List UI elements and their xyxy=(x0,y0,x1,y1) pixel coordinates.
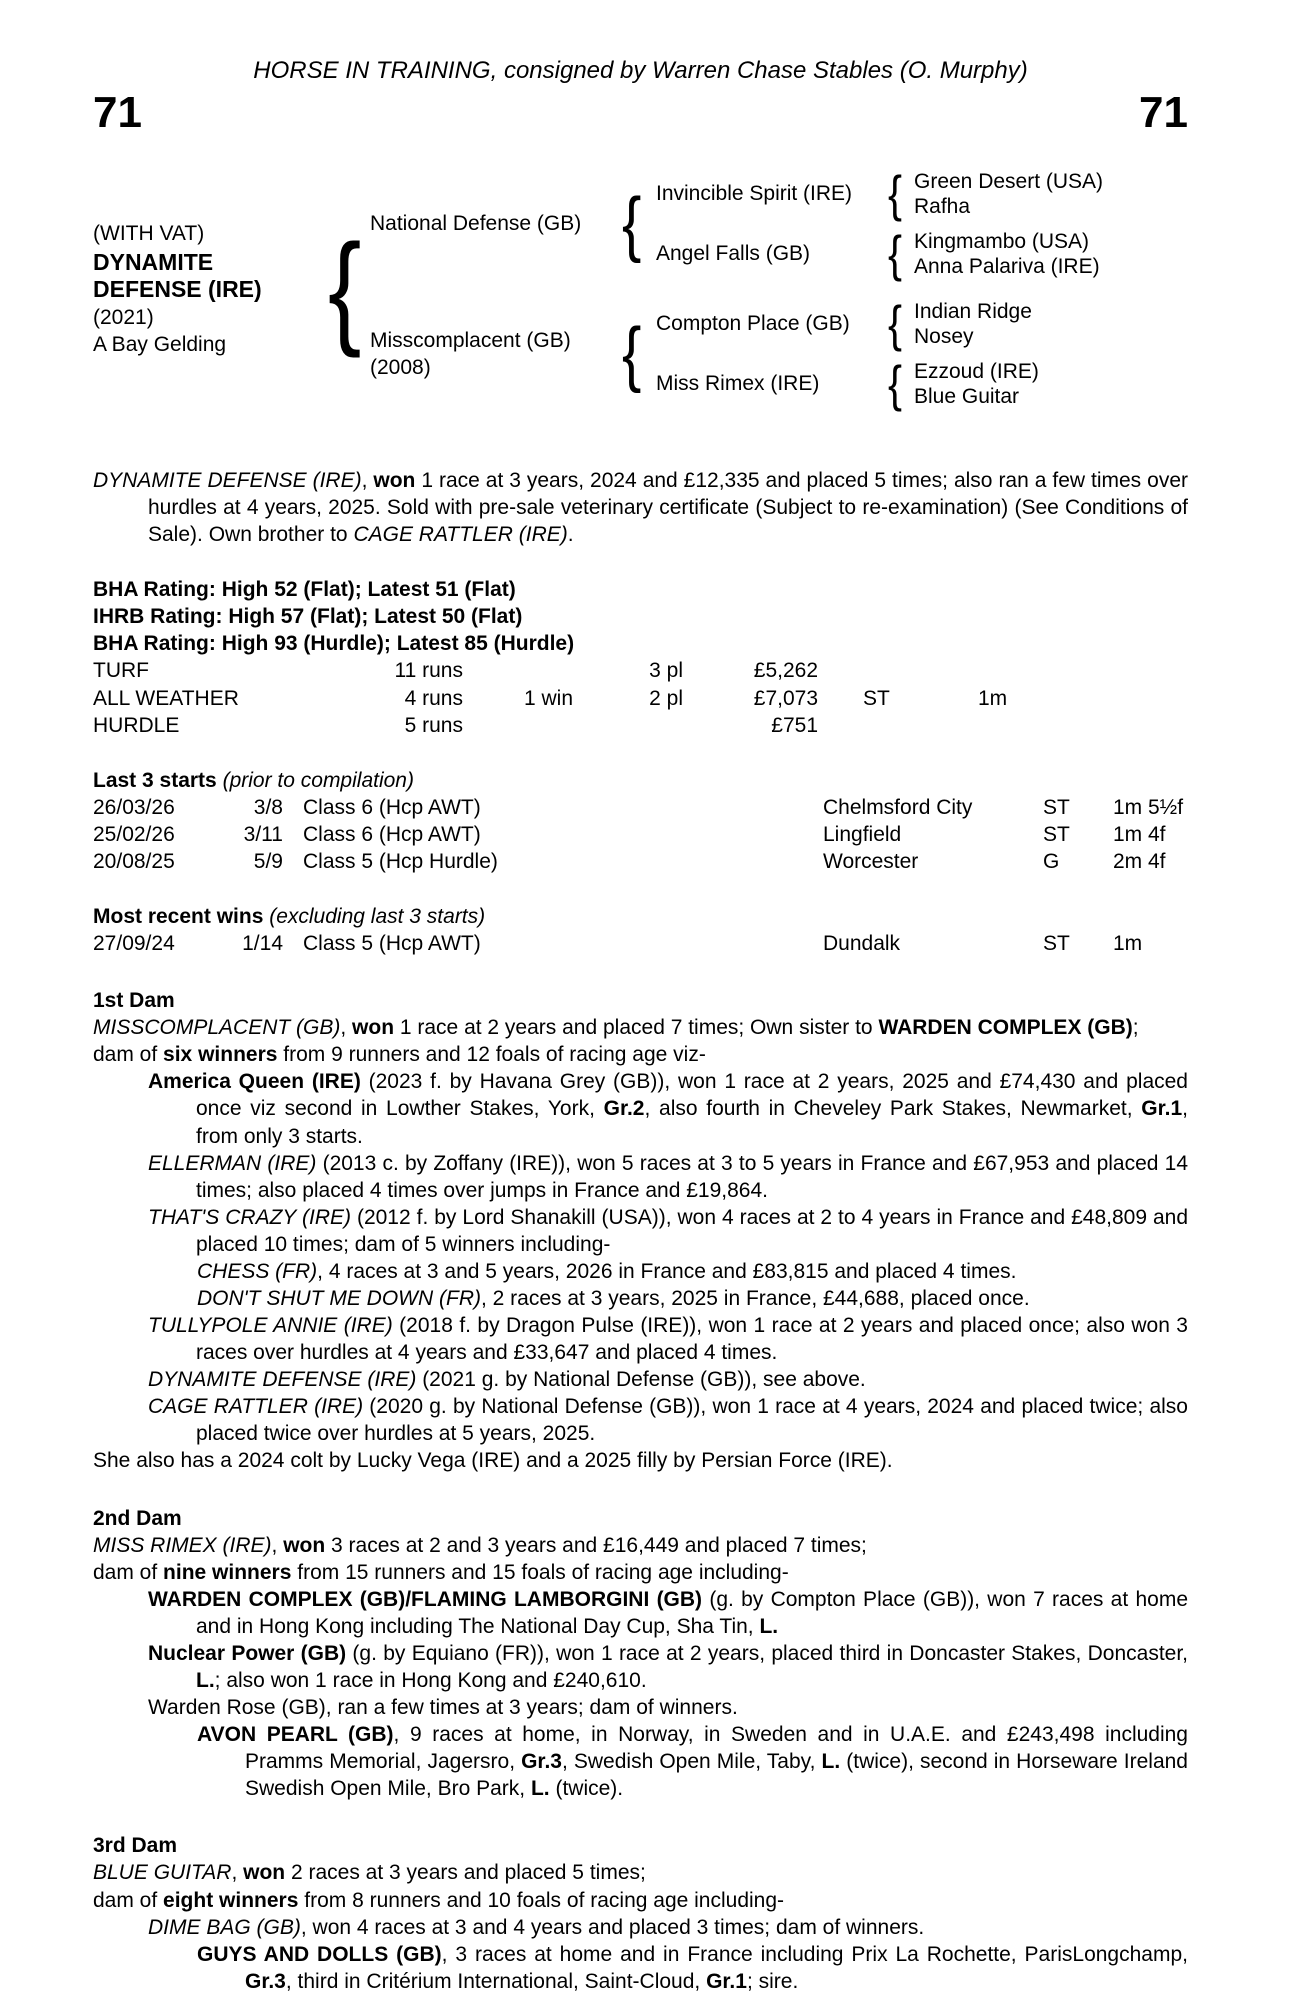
class-cell: Class 5 (Hcp Hurdle) xyxy=(303,849,498,873)
dam-section-title: 3rd Dam xyxy=(93,1834,178,1858)
date-cell: 27/09/24 xyxy=(93,932,175,956)
distance-cell: 1m 5½f xyxy=(1113,795,1184,819)
race-record-row xyxy=(93,657,1188,684)
dam-name-text: Misscomplacent (GB) xyxy=(370,328,571,352)
sire-name: National Defense (GB) xyxy=(370,212,582,236)
dam-footer-line: She also has a 2024 colt by Lucky Vega (IRE) and a 2025 filly by Persian Force (IRE). xyxy=(93,1449,893,1473)
progeny-entry: Warden Rose (GB), ran a few times at 3 years; dam of winners. xyxy=(148,1696,738,1720)
dam-produce-line: dam of nine winners from 15 runners and 15 foals of racing age including- xyxy=(93,1560,789,1584)
going-cell: ST xyxy=(1043,932,1070,956)
going-cell: ST xyxy=(1043,822,1070,846)
dam-produce-line: dam of six winners from 9 runners and 12 foals of racing age viz- xyxy=(93,1043,706,1067)
places-cell: 2 pl xyxy=(649,686,683,710)
money-cell: £7,073 xyxy=(753,686,818,710)
distance-cell xyxy=(933,712,978,739)
vat-note: (WITH VAT) xyxy=(93,222,205,246)
section-note: (prior to compilation) xyxy=(222,768,414,792)
start-row xyxy=(93,794,1188,821)
progeny-entry: TULLYPOLE ANNIE (IRE) (2018 f. by Dragon Pulse (IRE)), won 1 race at 2 years and placed once; also won 3 races over hurdles at 4 years and £33,647 and placed 4 times. xyxy=(148,1314,1188,1365)
progeny-entry: DYNAMITE DEFENSE (IRE) (2021 g. by National Defense (GB)), see above. xyxy=(148,1368,866,1392)
paternal-granddam-name: Angel Falls (GB) xyxy=(656,242,811,266)
runs-cell: 11 runs xyxy=(394,659,463,683)
win-row xyxy=(93,930,1188,957)
wins-cell: 1 win xyxy=(523,686,573,710)
last-starts-heading xyxy=(93,767,1188,794)
second-dam-section xyxy=(93,1505,1188,1803)
position-cell: 1/14 xyxy=(242,932,283,956)
runs-cell: 5 runs xyxy=(404,713,463,737)
ratings-block xyxy=(93,576,1188,657)
ancestor-name: Green Desert (USA) xyxy=(914,169,1104,193)
rating-line: BHA Rating: High 93 (Hurdle); Latest 85 (Hurdle) xyxy=(93,632,575,656)
pedigree-table: (WITH VAT) DYNAMITE DEFENSE (IRE) (2021) A Bay Gelding { National Defense (GB) { Invincible Spirit (IRE) { Green Desert (USA) Rafha Angel Falls (GB) { Kingmambo (USA) Anna Palariva (IRE) Misscomplacent (GB) (2008) { Compton Place (GB) { Indian Ridge Nosey Miss Rimex (IRE) { Ezzoud (IRE) Blue Guitar xyxy=(93,165,1104,412)
section-title: Last 3 starts xyxy=(93,768,217,792)
ancestor-name: Indian Ridge xyxy=(914,299,1032,323)
summary-paragraph: DYNAMITE DEFENSE (IRE), won 1 race at 3 years, 2024 and £12,335 and placed 5 times; also ran a few times over hurdles at 4 years, 2025. Sold with pre-sale veterinary certificate (Subject to re-examination) (See Conditions of Sale). Own brother to CAGE RATTLER (IRE). xyxy=(93,468,1188,547)
paternal-granddam-family: Angel Falls (GB) { Kingmambo (USA) Anna Palariva (IRE) xyxy=(656,225,1100,282)
ancestor-name: Ezzoud (IRE) xyxy=(914,359,1039,383)
horse-year: (2021) xyxy=(93,305,154,329)
wins-cell xyxy=(463,712,573,739)
section-note: (excluding last 3 starts) xyxy=(269,904,486,928)
first-dam-section xyxy=(93,987,1188,1474)
position-cell: 5/9 xyxy=(253,849,283,873)
money-cell: £5,262 xyxy=(753,659,818,683)
course-cell: Lingfield xyxy=(823,822,902,846)
ancestor-name: Blue Guitar xyxy=(914,384,1020,408)
rating-line: BHA Rating: High 52 (Flat); Latest 51 (Flat) xyxy=(93,578,516,602)
distance-cell: 2m 4f xyxy=(1113,849,1166,873)
maternal-grandsire-name: Compton Place (GB) xyxy=(656,312,850,336)
last-starts-section xyxy=(93,767,1188,875)
distance-cell: 1m xyxy=(978,686,1008,710)
page-title: HORSE IN TRAINING, consigned by Warren Chase Stables (O. Murphy) xyxy=(253,57,1028,84)
dam-year: (2008) xyxy=(370,355,431,379)
date-cell: 20/08/25 xyxy=(93,849,175,873)
going-cell: G xyxy=(1043,849,1060,873)
going-cell: ST xyxy=(1043,795,1070,819)
going-cell xyxy=(818,712,933,739)
progeny-entry: CAGE RATTLER (IRE) (2020 g. by National Defense (GB)), won 1 race at 4 years, 2024 and placed twice; also placed twice over hurdles at 5 years, 2025. xyxy=(148,1395,1188,1446)
course-cell: Chelmsford City xyxy=(823,795,973,819)
date-cell: 26/03/26 xyxy=(93,795,175,819)
horse-sex: A Bay Gelding xyxy=(93,332,227,356)
surface-cell: TURF xyxy=(93,659,149,683)
distance-cell: 1m 4f xyxy=(1113,822,1166,846)
race-record-row xyxy=(93,712,1188,739)
recent-wins-heading xyxy=(93,903,1188,930)
dam-section-title: 2nd Dam xyxy=(93,1506,182,1530)
dam-name xyxy=(370,327,622,381)
third-dam-section xyxy=(93,1832,1188,1994)
going-cell xyxy=(818,657,933,684)
maternal-granddam-family: Miss Rimex (IRE) { Ezzoud (IRE) Blue Guitar xyxy=(656,355,1039,412)
race-record-table xyxy=(93,657,1188,738)
race-record-row xyxy=(93,685,1188,712)
recent-wins-section xyxy=(93,903,1188,957)
ancestor-name: Rafha xyxy=(914,194,971,218)
going-cell: ST xyxy=(863,686,890,710)
money-cell: £751 xyxy=(771,713,818,737)
distance-cell: 1m xyxy=(1113,932,1143,956)
surface-cell: ALL WEATHER xyxy=(93,686,239,710)
progeny-entry: WARDEN COMPLEX (GB)/FLAMING LAMBORGINI (GB) (g. by Compton Place (GB)), won 7 races at home and in Hong Kong including The National Day Cup, Sha Tin, L. xyxy=(148,1587,1188,1638)
progeny-entry: CHESS (FR), 4 races at 3 and 5 years, 2026 in France and £83,815 and placed 4 times. xyxy=(197,1259,1017,1283)
progeny-entry: GUYS AND DOLLS (GB), 3 races at home and in France including Prix La Rochette, ParisLongchamp, Gr.3, third in Critérium International, Saint-Cloud, Gr.1; sire. xyxy=(197,1942,1188,1993)
horse-identity-block xyxy=(93,220,328,357)
start-row xyxy=(93,821,1188,848)
start-row xyxy=(93,848,1188,875)
progeny-entry: America Queen (IRE) (2023 f. by Havana Grey (GB)), won 1 race at 2 years, 2025 and £74,430 and placed once viz second in Lowther Stakes, York, Gr.2, also fourth in Cheveley Park Stakes, Newmarket, Gr.1, from only 3 starts. xyxy=(148,1070,1188,1148)
dam-section-title: 1st Dam xyxy=(93,989,175,1013)
sire-family: National Defense (GB) { Invincible Spirit (IRE) { Green Desert (USA) Rafha Angel Falls (GB) { Kingmambo (USA) Anna Palariva (IRE) xyxy=(370,165,1104,282)
wins-cell xyxy=(463,657,573,684)
course-cell: Worcester xyxy=(823,849,919,873)
section-title: Most recent wins xyxy=(93,904,264,928)
runs-cell: 4 runs xyxy=(404,686,463,710)
position-cell: 3/8 xyxy=(253,795,283,819)
lot-number-right: 71 xyxy=(1139,87,1188,137)
lot-number-row xyxy=(93,87,1188,137)
dam-family: Misscomplacent (GB) (2008) { Compton Place (GB) { Indian Ridge Nosey Miss Rimex (IRE) { Ezzoud (IRE) Blue Guitar xyxy=(370,295,1039,412)
class-cell: Class 5 (Hcp AWT) xyxy=(303,932,481,956)
horse-name: DYNAMITE DEFENSE (IRE) xyxy=(93,249,262,303)
date-cell: 25/02/26 xyxy=(93,822,175,846)
dam-intro-paragraph: MISS RIMEX (IRE), won 3 races at 2 and 3 years and £16,449 and placed 7 times; xyxy=(93,1533,867,1557)
places-cell xyxy=(573,712,683,739)
class-cell: Class 6 (Hcp AWT) xyxy=(303,795,481,819)
position-cell: 3/11 xyxy=(243,822,283,846)
progeny-entry: THAT'S CRAZY (IRE) (2012 f. by Lord Shanakill (USA)), won 4 races at 2 to 4 years in France and £48,809 and placed 10 times; dam of 5 winners including- xyxy=(148,1205,1188,1256)
dam-intro-paragraph: BLUE GUITAR, won 2 races at 3 years and placed 5 times; xyxy=(93,1861,646,1885)
progeny-entry: ELLERMAN (IRE) (2013 c. by Zoffany (IRE)), won 5 races at 3 to 5 years in France and £67,953 and placed 14 times; also placed 4 times over jumps in France and £19,864. xyxy=(148,1151,1189,1202)
paternal-grandsire-name: Invincible Spirit (IRE) xyxy=(656,182,853,206)
course-cell: Dundalk xyxy=(823,932,901,956)
paternal-grandsire-family: Invincible Spirit (IRE) { Green Desert (USA) Rafha xyxy=(656,165,1104,222)
progeny-entry: DIME BAG (GB), won 4 races at 3 and 4 years and placed 3 times; dam of winners. xyxy=(148,1915,925,1939)
surface-cell: HURDLE xyxy=(93,713,180,737)
places-cell: 3 pl xyxy=(649,659,683,683)
distance-cell xyxy=(933,657,978,684)
class-cell: Class 6 (Hcp AWT) xyxy=(303,822,481,846)
rating-line: IHRB Rating: High 57 (Flat); Latest 50 (Flat) xyxy=(93,605,523,629)
progeny-entry: AVON PEARL (GB), 9 races at home, in Norway, in Sweden and in U.A.E. and £243,498 including Pramms Memorial, Jagersro, Gr.3, Swedish Open Mile, Taby, L. (twice), second in Horseware Ireland Swedish Open Mile, Bro Park, L. (twice). xyxy=(197,1723,1188,1801)
maternal-granddam-name: Miss Rimex (IRE) xyxy=(656,372,820,396)
progeny-entry: DON'T SHUT ME DOWN (FR), 2 races at 3 years, 2025 in France, £44,688, placed once. xyxy=(197,1286,1030,1310)
dam-produce-line: dam of eight winners from 8 runners and 10 foals of racing age including- xyxy=(93,1888,785,1912)
lot-number-left: 71 xyxy=(93,87,142,137)
ancestor-name: Kingmambo (USA) xyxy=(914,229,1090,253)
ancestor-name: Anna Palariva (IRE) xyxy=(914,254,1100,278)
dam-intro-paragraph: MISSCOMPLACENT (GB), won 1 race at 2 years and placed 7 times; Own sister to WARDEN COMPLEX (GB); xyxy=(93,1016,1139,1040)
ancestor-name: Nosey xyxy=(914,324,974,348)
progeny-entry: Nuclear Power (GB) (g. by Equiano (FR)), won 1 race at 2 years, placed third in Doncaster Stakes, Doncaster, L.; also won 1 race in Hong Kong and £240,610. xyxy=(148,1641,1189,1692)
maternal-grandsire-family: Compton Place (GB) { Indian Ridge Nosey xyxy=(656,295,1032,352)
